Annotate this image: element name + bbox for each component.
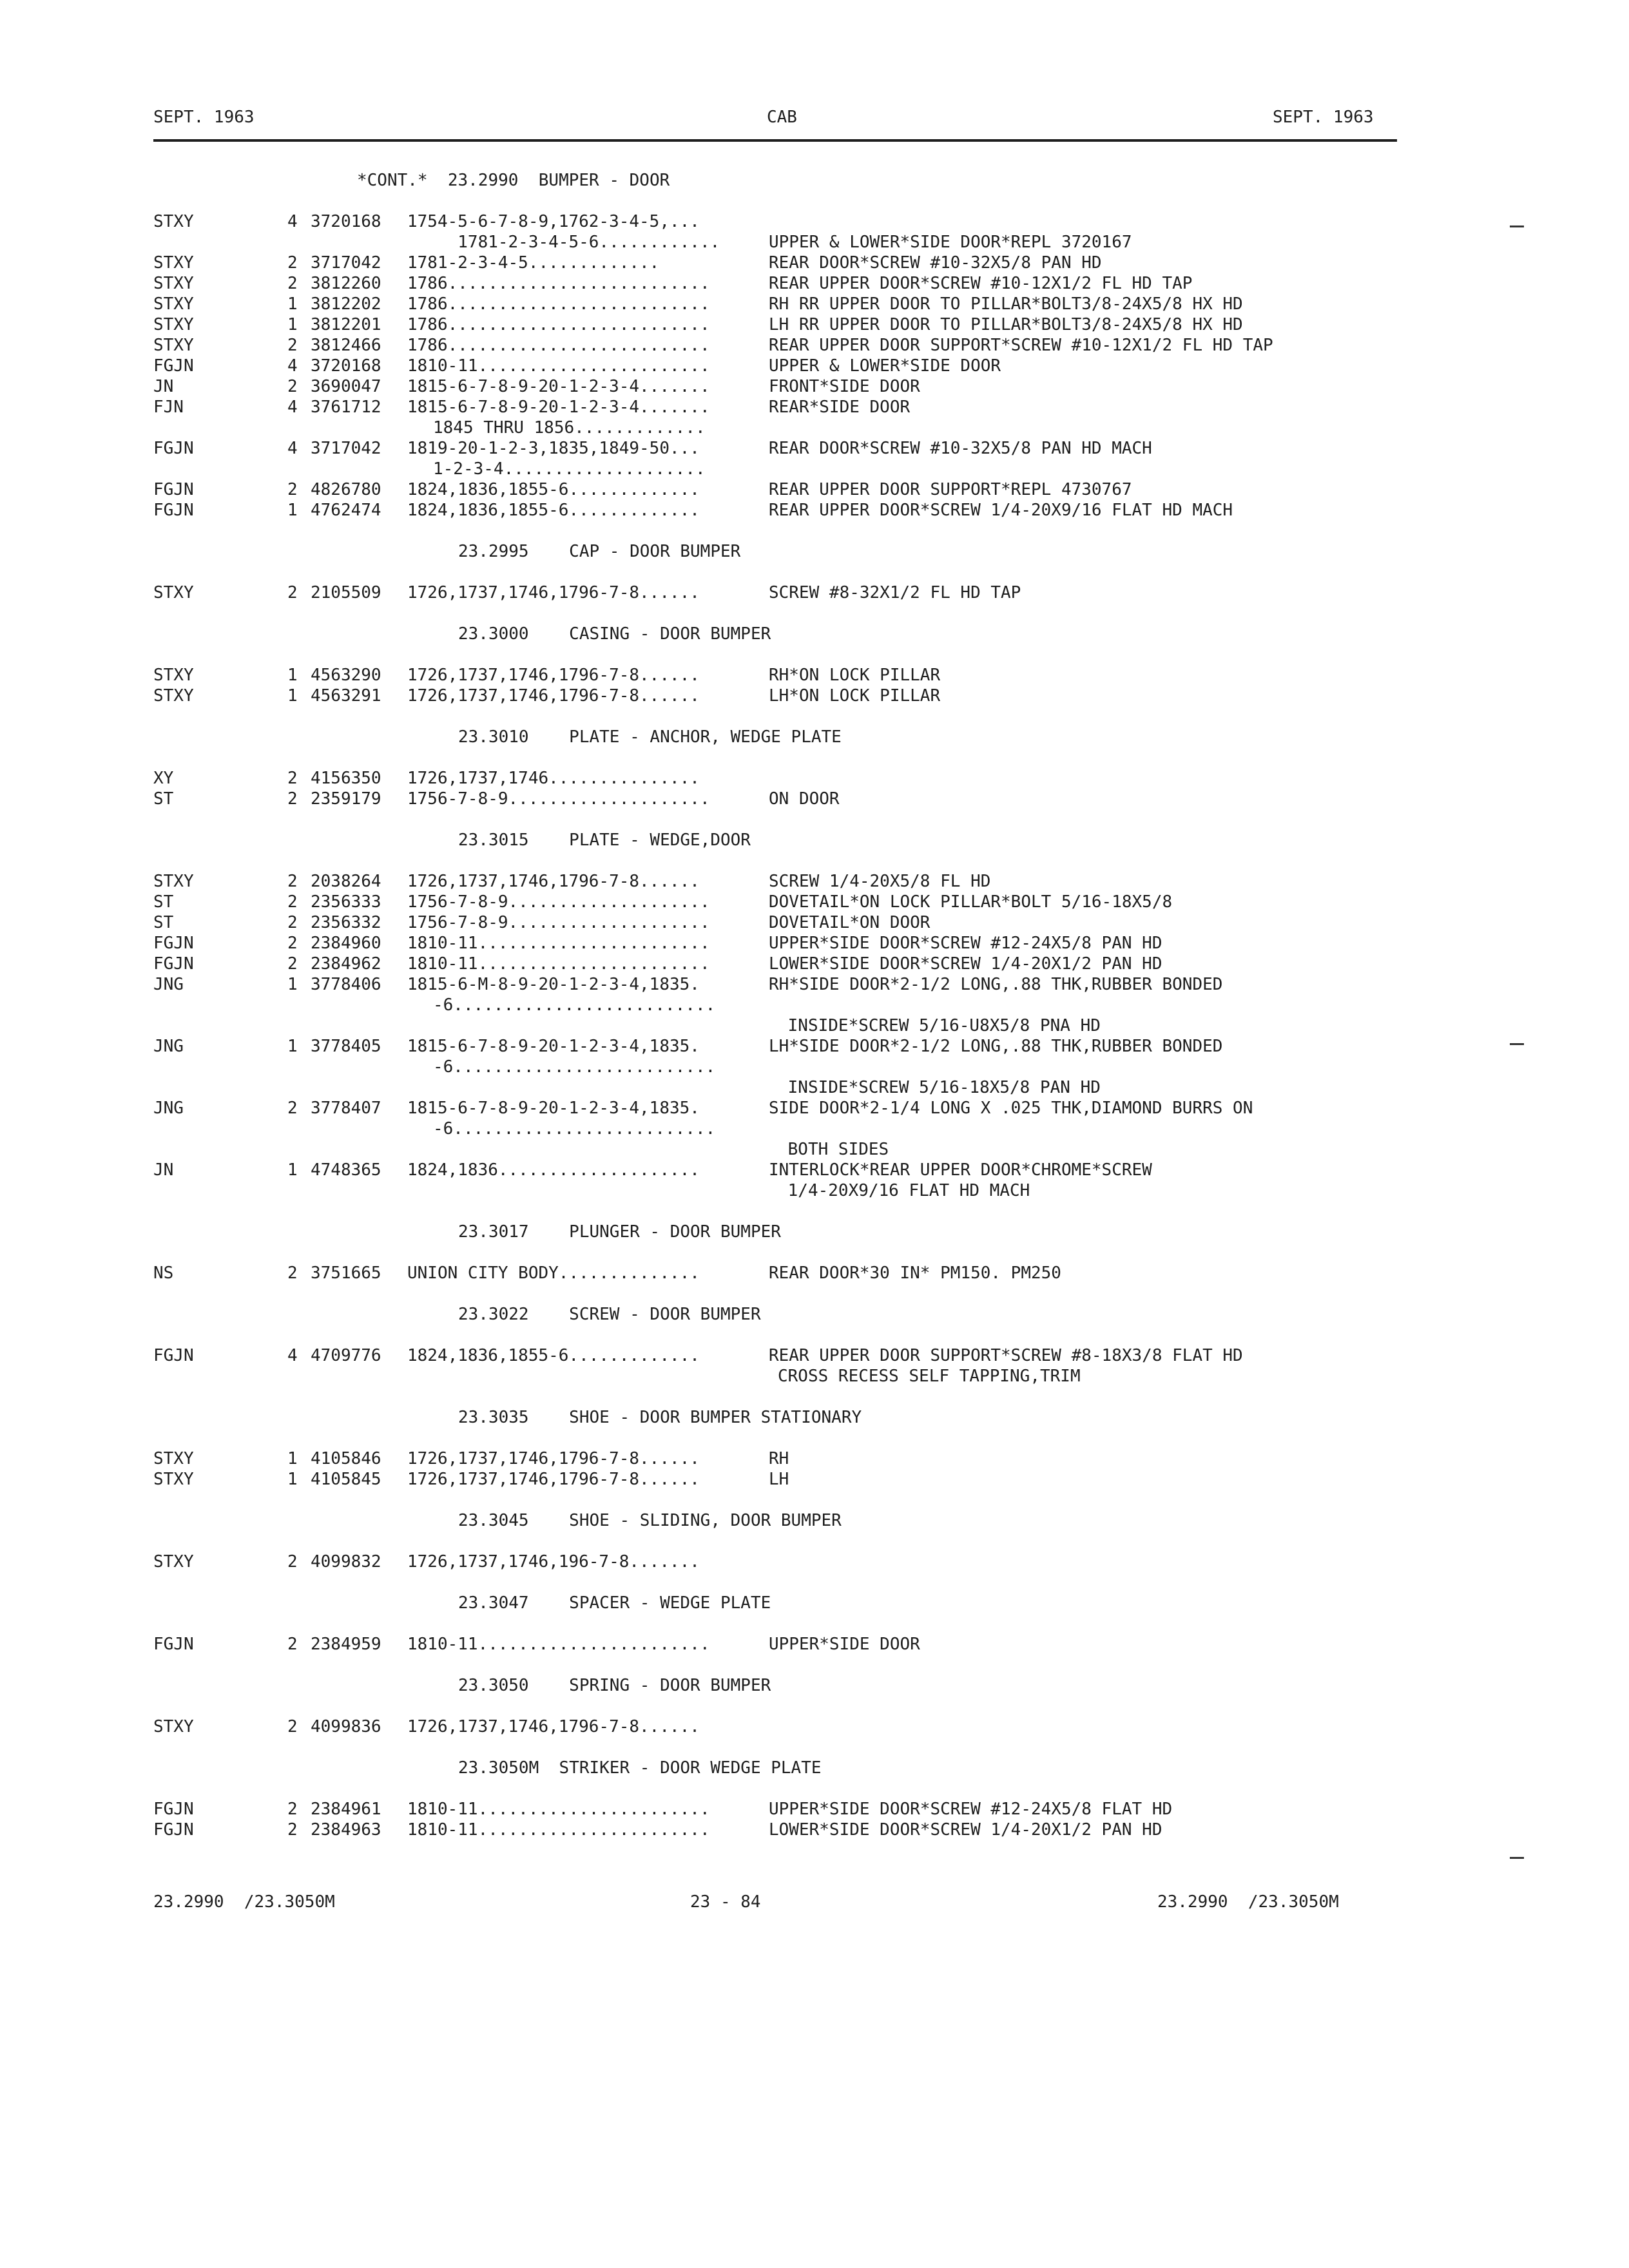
spacer bbox=[153, 1387, 1403, 1407]
part-number: 4099832 bbox=[311, 1552, 381, 1571]
reference: 1810-11....................... bbox=[407, 954, 710, 974]
spacer bbox=[153, 1655, 1403, 1675]
code: STXY bbox=[153, 253, 194, 273]
part-row bbox=[153, 253, 1403, 273]
section-title: 23.3000 CASING - DOOR BUMPER bbox=[458, 624, 771, 644]
footer-left: 23.2990 /23.3050M bbox=[153, 1892, 335, 1912]
part-number: 3812260 bbox=[311, 274, 381, 293]
description: RH RR UPPER DOOR TO PILLAR*BOLT3/8-24X5/8 HX HD bbox=[769, 294, 1243, 314]
code: JNG bbox=[153, 975, 184, 994]
part-row bbox=[153, 995, 1403, 1015]
section-heading bbox=[153, 1407, 1403, 1428]
margin-mark bbox=[1510, 226, 1524, 227]
code: ST bbox=[153, 913, 174, 932]
code: FGJN bbox=[153, 1635, 194, 1654]
code: JN bbox=[153, 1160, 174, 1180]
part-number: 4105846 bbox=[311, 1449, 381, 1468]
quantity: 1 bbox=[287, 501, 298, 520]
section-title: 23.3035 SHOE - DOOR BUMPER STATIONARY bbox=[458, 1408, 862, 1427]
reference: -6.......................... bbox=[433, 1057, 716, 1077]
part-row bbox=[153, 912, 1403, 933]
part-row bbox=[153, 314, 1403, 335]
description: LOWER*SIDE DOOR*SCREW 1/4-20X1/2 PAN HD bbox=[769, 954, 1162, 974]
part-number: 3812202 bbox=[311, 294, 381, 314]
part-number: 4156350 bbox=[311, 769, 381, 788]
code: FGJN bbox=[153, 1820, 194, 1840]
code: STXY bbox=[153, 1552, 194, 1571]
quantity: 1 bbox=[287, 315, 298, 334]
section-heading bbox=[153, 727, 1403, 747]
quantity: 1 bbox=[287, 1160, 298, 1180]
quantity: 2 bbox=[287, 253, 298, 273]
reference: 1824,1836.................... bbox=[407, 1160, 700, 1180]
reference: 1786.......................... bbox=[407, 294, 710, 314]
part-number: 4826780 bbox=[311, 480, 381, 499]
section-title: 23.2995 CAP - DOOR BUMPER bbox=[458, 542, 741, 561]
code: STXY bbox=[153, 1717, 194, 1736]
code: FGJN bbox=[153, 934, 194, 953]
part-row bbox=[153, 273, 1403, 294]
header-right: SEPT. 1963 bbox=[1273, 108, 1374, 127]
spacer bbox=[153, 603, 1403, 624]
spacer bbox=[153, 1201, 1403, 1222]
header-center: CAB bbox=[767, 108, 797, 127]
quantity: 4 bbox=[287, 398, 298, 417]
spacer bbox=[153, 1778, 1403, 1799]
part-number: 2105509 bbox=[311, 583, 381, 602]
reference: 1726,1737,1746,1796-7-8...... bbox=[407, 1449, 700, 1468]
part-number: 3720168 bbox=[311, 356, 381, 376]
quantity: 2 bbox=[287, 913, 298, 932]
part-row bbox=[153, 1139, 1403, 1160]
reference: 1781-2-3-4-5-6............ bbox=[407, 233, 720, 252]
section-heading bbox=[153, 1222, 1403, 1242]
description: REAR UPPER DOOR*SCREW 1/4-20X9/16 FLAT HD MACH bbox=[769, 501, 1233, 520]
spacer bbox=[153, 644, 1403, 665]
section-heading bbox=[153, 1675, 1403, 1696]
code: STXY bbox=[153, 1449, 194, 1468]
code: STXY bbox=[153, 583, 194, 602]
part-number: 3761712 bbox=[311, 398, 381, 417]
reference: 1756-7-8-9.................... bbox=[407, 913, 710, 932]
description: RH*SIDE DOOR*2-1/2 LONG,.88 THK,RUBBER BONDED bbox=[769, 975, 1223, 994]
code: FGJN bbox=[153, 480, 194, 499]
quantity: 2 bbox=[287, 274, 298, 293]
spacer bbox=[153, 1283, 1403, 1304]
reference: 1810-11....................... bbox=[407, 1800, 710, 1819]
part-row bbox=[153, 1799, 1403, 1820]
reference: 1786.......................... bbox=[407, 315, 710, 334]
section-heading bbox=[153, 1304, 1403, 1325]
code: FGJN bbox=[153, 954, 194, 974]
quantity: 2 bbox=[287, 480, 298, 499]
part-row bbox=[153, 1552, 1403, 1572]
reference: -6.......................... bbox=[433, 1119, 716, 1139]
part-row bbox=[153, 1366, 1403, 1387]
section-heading bbox=[153, 624, 1403, 644]
quantity: 1 bbox=[287, 975, 298, 994]
part-row bbox=[153, 789, 1403, 809]
part-number: 2356333 bbox=[311, 892, 381, 912]
part-number: 4563291 bbox=[311, 686, 381, 706]
quantity: 2 bbox=[287, 1717, 298, 1736]
quantity: 4 bbox=[287, 212, 298, 231]
quantity: 1 bbox=[287, 294, 298, 314]
description: ON DOOR bbox=[769, 789, 840, 809]
description: REAR DOOR*30 IN* PM150. PM250 bbox=[769, 1264, 1061, 1283]
part-row bbox=[153, 418, 1403, 438]
quantity: 2 bbox=[287, 954, 298, 974]
reference: 1726,1737,1746,1796-7-8...... bbox=[407, 583, 700, 602]
code: STXY bbox=[153, 212, 194, 231]
spacer bbox=[153, 562, 1403, 582]
part-row bbox=[153, 438, 1403, 459]
description: SIDE DOOR*2-1/4 LONG X .025 THK,DIAMOND BURRS ON bbox=[769, 1099, 1253, 1118]
code: STXY bbox=[153, 336, 194, 355]
reference: 1726,1737,1746,1796-7-8...... bbox=[407, 1717, 700, 1736]
continuation-heading bbox=[153, 170, 1403, 191]
part-row bbox=[153, 1345, 1403, 1366]
part-number: 4563290 bbox=[311, 666, 381, 685]
part-row bbox=[153, 582, 1403, 603]
quantity: 1 bbox=[287, 1037, 298, 1056]
code: STXY bbox=[153, 666, 194, 685]
quantity: 4 bbox=[287, 1346, 298, 1365]
part-number: 3690047 bbox=[311, 377, 381, 396]
code: FGJN bbox=[153, 356, 194, 376]
description: SCREW #8-32X1/2 FL HD TAP bbox=[769, 583, 1021, 602]
part-row bbox=[153, 335, 1403, 356]
part-row bbox=[153, 397, 1403, 418]
reference: 1824,1836,1855-6............. bbox=[407, 501, 700, 520]
spacer bbox=[153, 706, 1403, 727]
reference: 1-2-3-4.................... bbox=[433, 459, 706, 479]
part-row bbox=[153, 974, 1403, 995]
part-row bbox=[153, 376, 1403, 397]
part-number: 3717042 bbox=[311, 439, 381, 458]
reference: 1815-6-7-8-9-20-1-2-3-4,1835. bbox=[407, 1099, 700, 1118]
part-number: 3720168 bbox=[311, 212, 381, 231]
parts-list bbox=[153, 170, 1403, 1840]
reference: 1786.......................... bbox=[407, 274, 710, 293]
part-number: 4748365 bbox=[311, 1160, 381, 1180]
part-row bbox=[153, 294, 1403, 314]
quantity: 2 bbox=[287, 1552, 298, 1571]
footer-center: 23 - 84 bbox=[690, 1892, 761, 1912]
section-title: 23.3050 SPRING - DOOR BUMPER bbox=[458, 1676, 771, 1695]
description: UPPER*SIDE DOOR*SCREW #12-24X5/8 FLAT HD bbox=[769, 1800, 1173, 1819]
code: STXY bbox=[153, 315, 194, 334]
part-number: 3778407 bbox=[311, 1099, 381, 1118]
spacer bbox=[153, 1242, 1403, 1263]
reference: 1810-11....................... bbox=[407, 356, 710, 376]
description: 1/4-20X9/16 FLAT HD MACH bbox=[778, 1181, 1030, 1200]
description: REAR DOOR*SCREW #10-32X5/8 PAN HD bbox=[769, 253, 1102, 273]
description: RH*ON LOCK PILLAR bbox=[769, 666, 941, 685]
quantity: 1 bbox=[287, 1449, 298, 1468]
spacer bbox=[153, 1737, 1403, 1758]
spacer bbox=[153, 1428, 1403, 1448]
description: RH bbox=[769, 1449, 789, 1468]
code: JN bbox=[153, 377, 174, 396]
part-number: 3812466 bbox=[311, 336, 381, 355]
part-row bbox=[153, 1077, 1403, 1098]
part-number: 2359179 bbox=[311, 789, 381, 809]
reference: 1754-5-6-7-8-9,1762-3-4-5,... bbox=[407, 212, 700, 231]
description: UPPER*SIDE DOOR bbox=[769, 1635, 920, 1654]
section-heading bbox=[153, 830, 1403, 850]
reference: 1781-2-3-4-5............. bbox=[407, 253, 660, 273]
quantity: 2 bbox=[287, 892, 298, 912]
reference: 1845 THRU 1856............. bbox=[433, 418, 706, 437]
part-row bbox=[153, 1119, 1403, 1139]
part-row bbox=[153, 211, 1403, 232]
quantity: 1 bbox=[287, 666, 298, 685]
part-row bbox=[153, 1057, 1403, 1077]
spacer bbox=[153, 809, 1403, 830]
part-row bbox=[153, 768, 1403, 789]
spacer bbox=[153, 1572, 1403, 1593]
part-row bbox=[153, 1036, 1403, 1057]
reference: 1726,1737,1746,196-7-8....... bbox=[407, 1552, 700, 1571]
part-number: 3717042 bbox=[311, 253, 381, 273]
description: FRONT*SIDE DOOR bbox=[769, 377, 920, 396]
description: LH RR UPPER DOOR TO PILLAR*BOLT3/8-24X5/8 HX HD bbox=[769, 315, 1243, 334]
part-number: 3751665 bbox=[311, 1264, 381, 1283]
reference: 1810-11....................... bbox=[407, 1820, 710, 1840]
description: UPPER*SIDE DOOR*SCREW #12-24X5/8 PAN HD bbox=[769, 934, 1162, 953]
reference: 1726,1737,1746,1796-7-8...... bbox=[407, 1470, 700, 1489]
code: JNG bbox=[153, 1099, 184, 1118]
reference: 1726,1737,1746,1796-7-8...... bbox=[407, 686, 700, 706]
code: ST bbox=[153, 789, 174, 809]
footer-right: 23.2990 /23.3050M bbox=[1157, 1892, 1339, 1912]
part-row bbox=[153, 1098, 1403, 1119]
part-number: 2384963 bbox=[311, 1820, 381, 1840]
quantity: 4 bbox=[287, 356, 298, 376]
quantity: 2 bbox=[287, 1264, 298, 1283]
quantity: 2 bbox=[287, 769, 298, 788]
part-row bbox=[153, 1160, 1403, 1180]
description: UPPER & LOWER*SIDE DOOR bbox=[769, 356, 1001, 376]
reference: 1815-6-7-8-9-20-1-2-3-4....... bbox=[407, 377, 710, 396]
spacer bbox=[153, 1613, 1403, 1634]
section-heading bbox=[153, 1510, 1403, 1531]
description: DOVETAIL*ON LOCK PILLAR*BOLT 5/16-18X5/8 bbox=[769, 892, 1173, 912]
spacer bbox=[153, 850, 1403, 871]
section-heading bbox=[153, 1593, 1403, 1613]
reference: 1824,1836,1855-6............. bbox=[407, 1346, 700, 1365]
section-title: 23.3022 SCREW - DOOR BUMPER bbox=[458, 1305, 761, 1324]
code: FGJN bbox=[153, 1800, 194, 1819]
reference: 1726,1737,1746............... bbox=[407, 769, 700, 788]
code: STXY bbox=[153, 872, 194, 891]
section-title: 23.3047 SPACER - WEDGE PLATE bbox=[458, 1593, 771, 1613]
reference: 1815-6-7-8-9-20-1-2-3-4....... bbox=[407, 398, 710, 417]
description: INTERLOCK*REAR UPPER DOOR*CHROME*SCREW bbox=[769, 1160, 1152, 1180]
quantity: 2 bbox=[287, 583, 298, 602]
description: DOVETAIL*ON DOOR bbox=[769, 913, 930, 932]
description: REAR*SIDE DOOR bbox=[769, 398, 911, 417]
part-row bbox=[153, 1634, 1403, 1655]
quantity: 1 bbox=[287, 1470, 298, 1489]
code: FGJN bbox=[153, 501, 194, 520]
reference: 1824,1836,1855-6............. bbox=[407, 480, 700, 499]
description: INSIDE*SCREW 5/16-18X5/8 PAN HD bbox=[778, 1078, 1101, 1097]
spacer bbox=[153, 1325, 1403, 1345]
code: STXY bbox=[153, 686, 194, 706]
code: STXY bbox=[153, 294, 194, 314]
description: INSIDE*SCREW 5/16-U8X5/8 PNA HD bbox=[778, 1016, 1101, 1035]
reference: 1815-6-7-8-9-20-1-2-3-4,1835. bbox=[407, 1037, 700, 1056]
part-row bbox=[153, 933, 1403, 954]
part-row bbox=[153, 1263, 1403, 1283]
part-row bbox=[153, 232, 1403, 253]
part-number: 4762474 bbox=[311, 501, 381, 520]
quantity: 2 bbox=[287, 872, 298, 891]
description: LOWER*SIDE DOOR*SCREW 1/4-20X1/2 PAN HD bbox=[769, 1820, 1162, 1840]
part-row bbox=[153, 459, 1403, 479]
part-row bbox=[153, 1469, 1403, 1490]
part-row bbox=[153, 954, 1403, 974]
description: LH*ON LOCK PILLAR bbox=[769, 686, 941, 706]
code: FGJN bbox=[153, 439, 194, 458]
code: STXY bbox=[153, 1470, 194, 1489]
code: ST bbox=[153, 892, 174, 912]
part-number: 2384960 bbox=[311, 934, 381, 953]
code: NS bbox=[153, 1264, 174, 1283]
spacer bbox=[153, 747, 1403, 768]
section-title: 23.3010 PLATE - ANCHOR, WEDGE PLATE bbox=[458, 727, 842, 747]
section-title: 23.3050M STRIKER - DOOR WEDGE PLATE bbox=[458, 1758, 822, 1778]
description: UPPER & LOWER*SIDE DOOR*REPL 3720167 bbox=[769, 233, 1132, 252]
quantity: 2 bbox=[287, 1800, 298, 1819]
quantity: 2 bbox=[287, 1820, 298, 1840]
section-heading bbox=[153, 541, 1403, 562]
spacer bbox=[153, 191, 1403, 211]
quantity: 4 bbox=[287, 439, 298, 458]
part-row bbox=[153, 686, 1403, 706]
part-number: 2384961 bbox=[311, 1800, 381, 1819]
code: STXY bbox=[153, 274, 194, 293]
part-row bbox=[153, 1716, 1403, 1737]
description: REAR UPPER DOOR SUPPORT*SCREW #10-12X1/2 FL HD TAP bbox=[769, 336, 1273, 355]
code: FGJN bbox=[153, 1346, 194, 1365]
part-row bbox=[153, 665, 1403, 686]
reference: 1756-7-8-9.................... bbox=[407, 892, 710, 912]
spacer bbox=[153, 1490, 1403, 1510]
reference: 1810-11....................... bbox=[407, 1635, 710, 1654]
sections bbox=[153, 211, 1403, 1840]
reference: UNION CITY BODY.............. bbox=[407, 1264, 700, 1283]
description: LH bbox=[769, 1470, 789, 1489]
code: JNG bbox=[153, 1037, 184, 1056]
reference: 1819-20-1-2-3,1835,1849-50... bbox=[407, 439, 700, 458]
reference: 1756-7-8-9.................... bbox=[407, 789, 710, 809]
header-rule bbox=[153, 139, 1397, 142]
continuation-text: *CONT.* 23.2990 BUMPER - DOOR bbox=[357, 171, 670, 190]
section-title: 23.3045 SHOE - SLIDING, DOOR BUMPER bbox=[458, 1511, 842, 1530]
description: CROSS RECESS SELF TAPPING,TRIM bbox=[778, 1367, 1081, 1386]
spacer bbox=[153, 1696, 1403, 1716]
reference: 1726,1737,1746,1796-7-8...... bbox=[407, 666, 700, 685]
code: FJN bbox=[153, 398, 184, 417]
section-title: 23.3015 PLATE - WEDGE,DOOR bbox=[458, 831, 751, 850]
description: REAR UPPER DOOR SUPPORT*SCREW #8-18X3/8 FLAT HD bbox=[769, 1346, 1243, 1365]
part-row bbox=[153, 479, 1403, 500]
reference: 1810-11....................... bbox=[407, 934, 710, 953]
quantity: 2 bbox=[287, 934, 298, 953]
description: SCREW 1/4-20X5/8 FL HD bbox=[769, 872, 991, 891]
header-left: SEPT. 1963 bbox=[153, 108, 255, 127]
part-number: 3778406 bbox=[311, 975, 381, 994]
description: REAR DOOR*SCREW #10-32X5/8 PAN HD MACH bbox=[769, 439, 1152, 458]
description: BOTH SIDES bbox=[778, 1140, 889, 1159]
reference: 1815-6-M-8-9-20-1-2-3-4,1835. bbox=[407, 975, 700, 994]
part-row bbox=[153, 1820, 1403, 1840]
part-number: 4709776 bbox=[311, 1346, 381, 1365]
section-title: 23.3017 PLUNGER - DOOR BUMPER bbox=[458, 1222, 781, 1242]
part-row bbox=[153, 1015, 1403, 1036]
quantity: 2 bbox=[287, 336, 298, 355]
spacer bbox=[153, 521, 1403, 541]
margin-mark bbox=[1510, 1043, 1524, 1045]
quantity: 2 bbox=[287, 789, 298, 809]
description: REAR UPPER DOOR*SCREW #10-12X1/2 FL HD TAP bbox=[769, 274, 1193, 293]
part-row bbox=[153, 1180, 1403, 1201]
part-row bbox=[153, 356, 1403, 376]
part-number: 2384962 bbox=[311, 954, 381, 974]
part-number: 2384959 bbox=[311, 1635, 381, 1654]
description: REAR UPPER DOOR SUPPORT*REPL 4730767 bbox=[769, 480, 1132, 499]
part-row bbox=[153, 500, 1403, 521]
part-number: 2356332 bbox=[311, 913, 381, 932]
part-number: 3778405 bbox=[311, 1037, 381, 1056]
quantity: 2 bbox=[287, 1635, 298, 1654]
quantity: 2 bbox=[287, 1099, 298, 1118]
reference: 1726,1737,1746,1796-7-8...... bbox=[407, 872, 700, 891]
part-number: 4105845 bbox=[311, 1470, 381, 1489]
code: XY bbox=[153, 769, 174, 788]
reference: -6.......................... bbox=[433, 995, 716, 1015]
part-row bbox=[153, 871, 1403, 892]
reference: 1786.......................... bbox=[407, 336, 710, 355]
spacer bbox=[153, 1531, 1403, 1552]
margin-mark bbox=[1510, 1857, 1524, 1859]
part-row bbox=[153, 1448, 1403, 1469]
quantity: 1 bbox=[287, 686, 298, 706]
part-number: 2038264 bbox=[311, 872, 381, 891]
part-number: 3812201 bbox=[311, 315, 381, 334]
quantity: 2 bbox=[287, 377, 298, 396]
section-heading bbox=[153, 1758, 1403, 1778]
description: LH*SIDE DOOR*2-1/2 LONG,.88 THK,RUBBER BONDED bbox=[769, 1037, 1223, 1056]
part-number: 4099836 bbox=[311, 1717, 381, 1736]
part-row bbox=[153, 892, 1403, 912]
